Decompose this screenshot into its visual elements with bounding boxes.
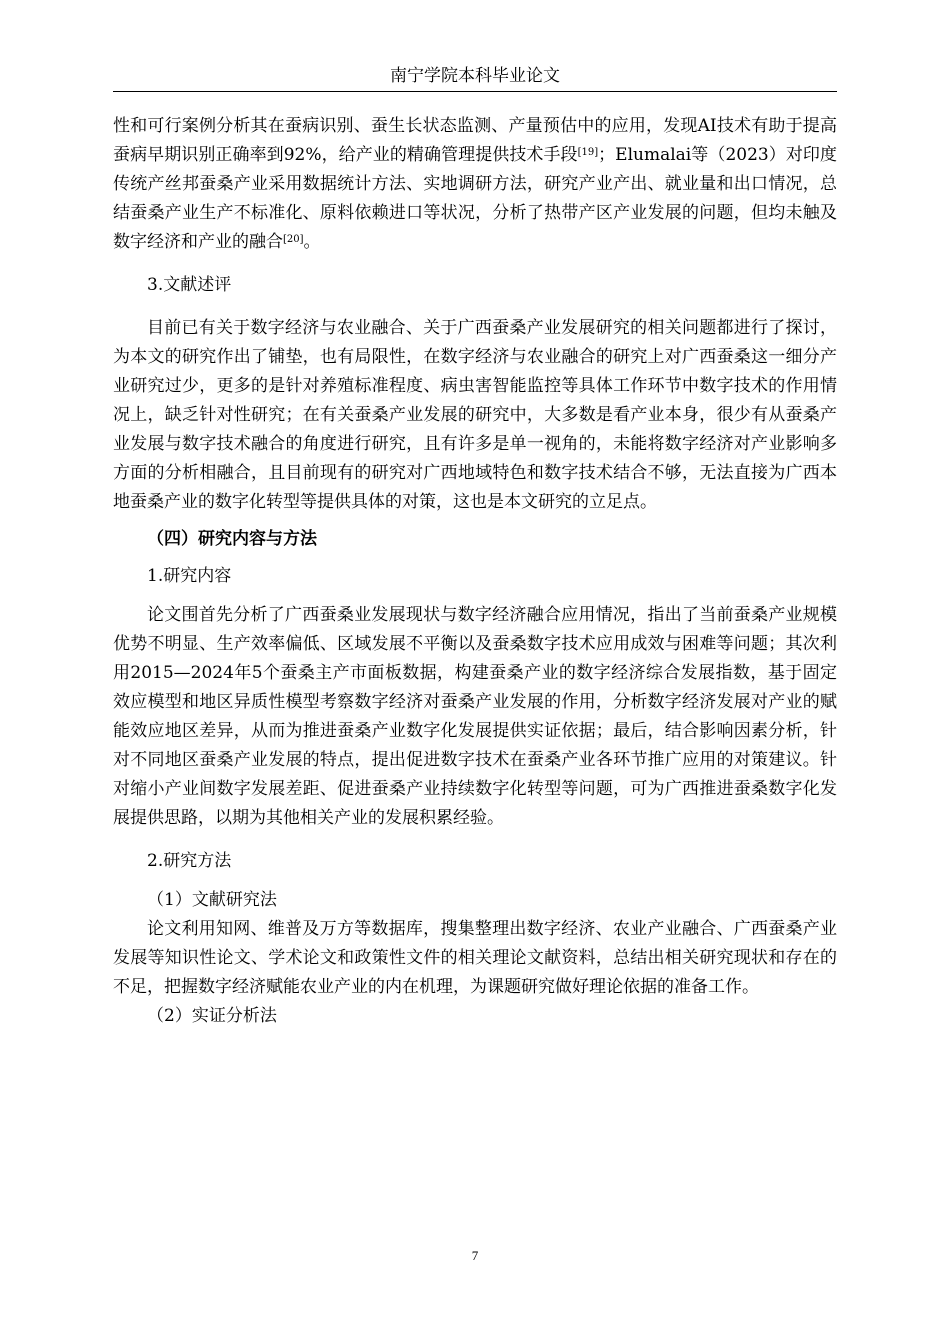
page-body <box>113 112 837 1031</box>
method1-paragraph: 论文利用知网、维普及万方等数据库，搜集整理出数字经济、农业产业融合、广西蚕桑产业发展等知识性论文、学术论文和政策性文件的相关理论文献资料，总结出相关研究现状和存在的不足，把握数字经济赋能农业产业的内在机理，为课题研究做好理论依据的准备工作。 <box>113 919 837 997</box>
citation-20: [20] <box>283 234 304 245</box>
review-paragraph: 目前已有关于数字经济与农业融合、关于广西蚕桑产业发展研究的相关问题都进行了探讨，为本文的研究作出了铺垫，也有局限性，在数字经济与农业融合的研究上对广西蚕桑这一细分产业研究过少，更多的是针对养殖标准程度、病虫害智能监控等具体工作环节中数字技术的作用情况上，缺乏针对性研究；在有关蚕桑产业发展的研究中，大多数是看产业本身，很少有从蚕桑产业发展与数字技术融合的角度进行研究，且有许多是单一视角的，未能将数字经济对产业影响多方面的分析相融合，且目前现有的研究对广西地域特色和数字技术结合不够，无法直接为广西本地蚕桑产业的数字化转型等提供具体的对策，这也是本文研究的立足点。 <box>113 318 837 512</box>
continuation-text-2: ；Elumalai等（2023）对印度传统产丝邦蚕桑产业采用数据统计方法、实地调研方法，研究产业产出、就业量和出口情况，总结蚕桑产业生产不标准化、原料依赖进口等状况，分析了热带产区产业发展的问题，但均未触及数字经济和产业的融合 <box>113 145 837 252</box>
continuation-text-3: 。 <box>303 232 321 252</box>
page-header: 南宁学院本科毕业论文 <box>113 62 837 92</box>
methods-heading: 2.研究方法 <box>147 851 232 871</box>
citation-19: [19] <box>577 147 599 158</box>
content-paragraph: 论文围首先分析了广西蚕桑业发展现状与数字经济融合应用情况，指出了当前蚕桑产业规模优势不明显、生产效率偏低、区域发展不平衡以及蚕桑数字技术应用成效与困难等问题；其次利用2015—2024年5个蚕桑主产市面板数据，构建蚕桑产业的数字经济综合发展指数，基于固定效应模型和地区异质性模型考察数字经济对蚕桑产业发展的作用，分析数字经济发展对产业的赋能效应地区差异，从而为推进蚕桑产业数字化发展提供实证依据；最后，结合影响因素分析，针对不同地区蚕桑产业发展的特点，提出促进数字技术在蚕桑产业各环节推广应用的对策建议。针对缩小产业间数字发展差距、促进蚕桑产业持续数字化转型等问题，可为广西推进蚕桑数字化发展提供思路，以期为其他相关产业的发展积累经验。 <box>113 605 837 828</box>
section-heading: （四）研究内容与方法 <box>147 529 317 549</box>
review-heading: 3.文献述评 <box>147 275 232 295</box>
continuation-text-1: 性和可行案例分析其在蚕病识别、蚕生长状态监测、产量预估中的应用，发现AI技术有助于提高蚕病早期识别正确率到92%，给产业的精确管理提供技术手段 <box>113 116 837 165</box>
continuation-paragraph <box>113 112 837 257</box>
method1-heading: （1）文献研究法 <box>147 890 277 910</box>
content-heading: 1.研究内容 <box>147 566 232 586</box>
page-number: 7 <box>471 1248 479 1263</box>
method2-heading: （2）实证分析法 <box>147 1006 277 1026</box>
